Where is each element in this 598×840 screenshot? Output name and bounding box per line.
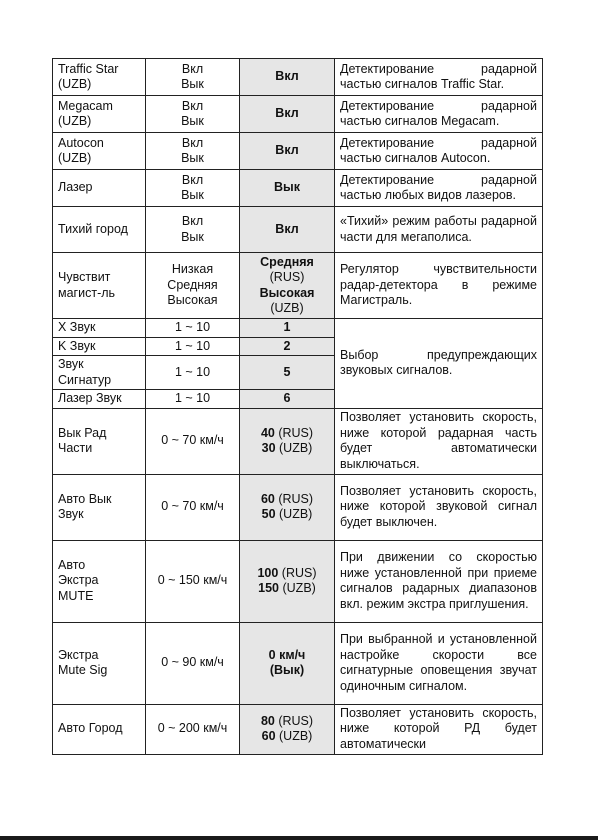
setting-default-cell bbox=[240, 408, 335, 474]
default-value-line: (UZB) bbox=[270, 301, 304, 315]
setting-options-cell bbox=[146, 408, 240, 474]
setting-options-cell bbox=[146, 170, 240, 207]
setting-name-line: (UZB) bbox=[58, 114, 92, 128]
table-row bbox=[53, 253, 543, 319]
setting-options-cell bbox=[146, 59, 240, 96]
setting-default-cell bbox=[240, 59, 335, 96]
setting-default-cell bbox=[240, 337, 335, 356]
default-value-line: (RUS) bbox=[269, 270, 305, 284]
default-value-line: 1 bbox=[283, 320, 291, 334]
setting-name-line: Экстра bbox=[58, 573, 99, 588]
setting-name-line: Экстра bbox=[58, 647, 99, 662]
setting-option-line: Вык bbox=[181, 114, 204, 128]
default-value-line: Высокая bbox=[259, 285, 315, 300]
setting-option-line: 0 ~ 70 км/ч bbox=[161, 499, 224, 514]
setting-default-cell bbox=[240, 207, 335, 253]
setting-option-line: Высокая bbox=[167, 293, 218, 308]
table-row bbox=[53, 408, 543, 474]
default-value-line: 0 км/ч bbox=[268, 647, 306, 662]
table-row bbox=[53, 170, 543, 207]
setting-default-cell bbox=[240, 356, 335, 390]
setting-option-line: Вык bbox=[181, 188, 204, 202]
setting-description-cell: Детектирование радарной частью сигналов Traffic Star. bbox=[335, 59, 543, 96]
setting-options-cell bbox=[146, 337, 240, 356]
setting-option-line: Вык bbox=[181, 229, 204, 244]
setting-default-cell bbox=[240, 474, 335, 540]
setting-option-line: 0 ~ 90 км/ч bbox=[161, 655, 224, 670]
setting-option-line: 0 ~ 200 км/ч bbox=[157, 721, 228, 736]
setting-name-line: K Звук bbox=[58, 338, 96, 353]
setting-option-line: 1 ~ 10 bbox=[174, 320, 211, 334]
default-value-number: 80 bbox=[260, 713, 275, 728]
setting-name-line: Авто Город bbox=[58, 721, 123, 736]
table-row bbox=[53, 59, 543, 96]
default-value-region: (RUS) bbox=[274, 713, 314, 728]
setting-name-cell bbox=[53, 207, 146, 253]
setting-name-line: X Звук bbox=[58, 320, 96, 334]
setting-option-line: Вкл bbox=[181, 214, 204, 228]
table-row bbox=[53, 207, 543, 253]
setting-name-line: MUTE bbox=[58, 588, 94, 603]
setting-name-cell bbox=[53, 408, 146, 474]
setting-description-cell: При движении со скоростью ниже установленной при приеме сигналов радарных диапазонов вкл. режим экстра приглушения. bbox=[335, 540, 543, 622]
setting-option-line: Вкл bbox=[181, 172, 204, 187]
default-value-region: (RUS) bbox=[274, 425, 314, 440]
setting-options-cell bbox=[146, 319, 240, 338]
settings-table bbox=[52, 58, 543, 755]
default-value-region: (UZB) bbox=[275, 507, 313, 521]
default-value-number: 50 bbox=[261, 507, 276, 521]
setting-options-cell bbox=[146, 390, 240, 409]
setting-name-cell bbox=[53, 390, 146, 409]
default-value-line: Вкл bbox=[275, 69, 299, 84]
setting-name-cell bbox=[53, 474, 146, 540]
setting-options-cell bbox=[146, 622, 240, 704]
setting-name-line: Звук bbox=[58, 507, 84, 521]
setting-options-cell bbox=[146, 704, 240, 754]
setting-description-cell: Позволяет установить скорость, ниже которой радарная часть будет автоматически выключаться. bbox=[335, 408, 543, 474]
setting-name-cell bbox=[53, 337, 146, 356]
setting-name-line: Авто bbox=[58, 557, 86, 572]
setting-name-cell bbox=[53, 540, 146, 622]
default-value-number: 60 bbox=[261, 729, 276, 743]
setting-description-cell: При выбранной и установленной настройке скорости все сигнатурные оповещения звучат одиночным сигналом. bbox=[335, 622, 543, 704]
setting-options-cell bbox=[146, 96, 240, 133]
default-value-region: (UZB) bbox=[275, 729, 313, 743]
setting-name-line: (UZB) bbox=[58, 77, 92, 91]
setting-name-cell bbox=[53, 622, 146, 704]
setting-description-cell: Детектирование радарной частью сигналов Autocon. bbox=[335, 133, 543, 170]
default-value-line bbox=[245, 581, 329, 597]
setting-name-cell bbox=[53, 133, 146, 170]
setting-default-cell bbox=[240, 622, 335, 704]
table-row bbox=[53, 540, 543, 622]
setting-name-line: Тихий город bbox=[58, 221, 128, 236]
setting-name-cell bbox=[53, 319, 146, 338]
default-value-line bbox=[245, 441, 329, 457]
setting-default-cell bbox=[240, 704, 335, 754]
setting-option-line: 1 ~ 10 bbox=[174, 364, 211, 379]
setting-options-cell bbox=[146, 540, 240, 622]
setting-name-cell bbox=[53, 356, 146, 390]
default-value-line: 5 bbox=[283, 364, 291, 379]
setting-default-cell bbox=[240, 540, 335, 622]
setting-name-line: Вык Рад bbox=[58, 425, 107, 440]
setting-description-cell: Детектирование радарной частью любых видов лазеров. bbox=[335, 170, 543, 207]
default-value-number: 100 bbox=[257, 565, 279, 580]
setting-name-cell bbox=[53, 253, 146, 319]
default-value-line: (Вык) bbox=[269, 663, 305, 677]
setting-name-line: Сигнатур bbox=[58, 372, 112, 387]
table-row bbox=[53, 133, 543, 170]
default-value-number: 40 bbox=[260, 425, 275, 440]
default-value-line bbox=[245, 426, 329, 442]
setting-name-line: Чувствит bbox=[58, 270, 111, 284]
default-value-line: Вык bbox=[274, 180, 300, 195]
setting-option-line: 1 ~ 10 bbox=[174, 338, 211, 353]
setting-options-cell bbox=[146, 356, 240, 390]
default-value-region: (UZB) bbox=[279, 581, 316, 595]
default-value-line bbox=[245, 566, 329, 582]
default-value-region: (RUS) bbox=[278, 565, 317, 580]
settings-table-body bbox=[53, 59, 543, 755]
setting-default-cell bbox=[240, 253, 335, 319]
setting-option-line: Вкл bbox=[181, 61, 204, 76]
setting-options-cell bbox=[146, 474, 240, 540]
setting-name-line: Traffic Star bbox=[58, 61, 119, 76]
setting-name-line: Megacam bbox=[58, 98, 113, 113]
table-row bbox=[53, 704, 543, 754]
setting-option-line: Вык bbox=[181, 151, 204, 165]
setting-name-cell bbox=[53, 59, 146, 96]
default-value-line: Средняя bbox=[260, 254, 314, 269]
sound-group-description-cell: Выбор предупреждающих звуковых сигналов. bbox=[335, 319, 543, 409]
setting-option-line: 1 ~ 10 bbox=[174, 391, 211, 405]
table-row bbox=[53, 96, 543, 133]
setting-name-line: Лазер Звук bbox=[58, 391, 122, 405]
default-value-line: Вкл bbox=[275, 106, 299, 121]
setting-options-cell bbox=[146, 133, 240, 170]
setting-option-line: Средняя bbox=[167, 277, 218, 292]
setting-option-line: Вкл bbox=[181, 98, 204, 113]
default-value-number: 60 bbox=[260, 491, 275, 506]
setting-default-cell bbox=[240, 96, 335, 133]
default-value-region: (UZB) bbox=[275, 441, 313, 455]
setting-name-line: Авто Вык bbox=[58, 491, 112, 506]
setting-name-line: Звук bbox=[58, 357, 84, 371]
setting-name-cell bbox=[53, 96, 146, 133]
table-row bbox=[53, 474, 543, 540]
default-value-line: Вкл bbox=[275, 143, 299, 158]
setting-description-cell: Регулятор чувствительности радар-детектора в режиме Магистраль. bbox=[335, 253, 543, 319]
setting-description-cell: «Тихий» режим работы радарной части для мегаполиса. bbox=[335, 207, 543, 253]
table-row bbox=[53, 319, 543, 338]
setting-options-cell bbox=[146, 253, 240, 319]
default-value-number: 150 bbox=[258, 581, 280, 595]
setting-default-cell bbox=[240, 390, 335, 409]
setting-options-cell bbox=[146, 207, 240, 253]
default-value-line bbox=[245, 507, 329, 523]
setting-description-cell: Позволяет установить скорость, ниже которой РД будет автоматически bbox=[335, 704, 543, 754]
default-value-line: Вкл bbox=[275, 221, 299, 236]
setting-description-cell: Позволяет установить скорость, ниже которой звуковой сигнал будет выключен. bbox=[335, 474, 543, 540]
setting-name-line: Лазер bbox=[58, 180, 93, 195]
default-value-line: 6 bbox=[283, 391, 291, 405]
default-value-line bbox=[245, 492, 329, 508]
setting-name-cell bbox=[53, 704, 146, 754]
setting-name-line: Mute Sig bbox=[58, 663, 108, 677]
setting-name-line: Autocon bbox=[58, 135, 104, 150]
setting-default-cell bbox=[240, 319, 335, 338]
setting-description-cell: Детектирование радарной частью сигналов Megacam. bbox=[335, 96, 543, 133]
setting-name-cell bbox=[53, 170, 146, 207]
setting-name-line: Части bbox=[58, 441, 93, 455]
setting-option-line: Низкая bbox=[171, 262, 214, 277]
setting-option-line: 0 ~ 150 км/ч bbox=[157, 573, 228, 588]
setting-option-line: 0 ~ 70 км/ч bbox=[161, 433, 224, 448]
default-value-region: (RUS) bbox=[274, 491, 314, 506]
default-value-number: 30 bbox=[261, 441, 276, 455]
default-value-line bbox=[245, 729, 329, 745]
setting-option-line: Вык bbox=[181, 77, 204, 91]
table-row bbox=[53, 622, 543, 704]
setting-name-line: магист-ль bbox=[58, 285, 116, 300]
default-value-line bbox=[245, 714, 329, 730]
setting-name-line: (UZB) bbox=[58, 151, 92, 165]
page-bottom-rule bbox=[0, 836, 598, 840]
setting-option-line: Вкл bbox=[181, 135, 204, 150]
default-value-line: 2 bbox=[283, 338, 291, 353]
setting-default-cell bbox=[240, 170, 335, 207]
setting-default-cell bbox=[240, 133, 335, 170]
